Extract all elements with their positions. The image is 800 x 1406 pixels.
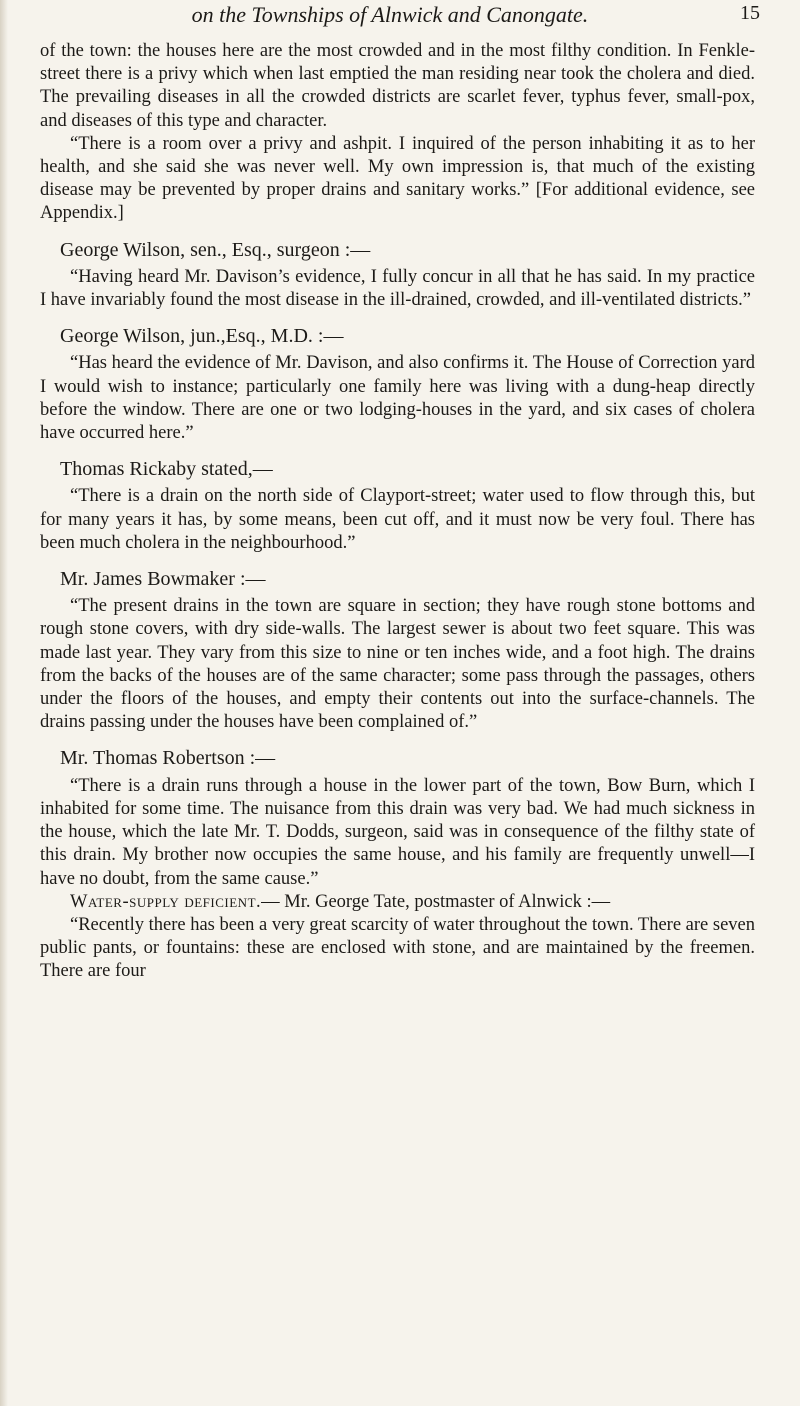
page-number: 15 xyxy=(740,2,760,24)
section-heading: Water-supply deficient. xyxy=(70,891,262,912)
page-header xyxy=(80,0,760,30)
witness-heading: Mr. Thomas Robertson :— xyxy=(60,747,276,770)
witness-heading: George Wilson, sen., Esq., surgeon :— xyxy=(60,238,371,261)
witness-heading: Mr. James Bowmaker :— xyxy=(60,568,266,591)
quote-paragraph: “Has heard the evidence of Mr. Davison, and also confirms it. The House of Correction yard I would wish to instance; particularly one family here was living with a dung-heap directly before the window. There are one or two lodging-houses in the yard, and six cases of cholera have occurred here.” xyxy=(40,353,755,444)
section-paragraph xyxy=(40,891,755,914)
quote-paragraph: “The present drains in the town are square in section; they have rough stone bottoms and rough stone covers, with dry side-walls. The largest sewer is about two feet square. This was made last year. They vary from this size to nine or ten inches wide, and a foot high. The drains from the backs of the houses are of the same character; some pass through the passages, others under the floors of the houses, and empty their contents out into the surface-channels. The drains passing under the houses have been complained of.” xyxy=(40,596,755,733)
section-lead: — Mr. George Tate, postmaster of Alnwick :— xyxy=(261,891,611,912)
binding-shadow xyxy=(0,0,8,1406)
quote-paragraph: “Recently there has been a very great scarcity of water throughout the town. There are seven public pants, or fountains: these are enclosed with stone, and are maintained by the freemen. There are four xyxy=(40,914,755,982)
quote-paragraph: “There is a drain on the north side of Clayport-street; water used to flow through this, but for many years it has, by some means, been cut off, and it must now be very foul. There has been much cholera in the neighbourhood.” xyxy=(40,486,755,553)
quote-paragraph: “There is a drain runs through a house in the lower part of the town, Bow Burn, which I inhabited for some time. The nuisance from this drain was very bad. We had much sickness in the house, which the late Mr. T. Dodds, surgeon, said was in consequence of the filthy state of this drain. My brother now occupies the same house, and his family are frequently unwell—I have no doubt, from the same cause.” xyxy=(40,775,755,889)
witness-heading: Thomas Rickaby stated,— xyxy=(60,458,273,481)
quote-paragraph: “There is a room over a privy and ashpit. I inquired of the person inhabiting it as to her health, and she said she was never well. My own impression is, that much of the existing disease may be prevented by proper drains and sanitary works.” [For additional evidence, see Appendix.] xyxy=(40,133,755,224)
witness-heading: George Wilson, jun.,Esq., M.D. :— xyxy=(60,325,344,348)
running-title: on the Townships of Alnwick and Canongate. xyxy=(191,2,589,27)
quote-paragraph: “Having heard Mr. Davison’s evidence, I fully concur in all that he has said. In my practice I have invariably found the most disease in the ill-drained, crowded, and ill-ventilated districts.” xyxy=(40,266,755,311)
page-body xyxy=(40,40,755,984)
paragraph-continuation: of the town: the houses here are the most crowded and in the most filthy condition. In Fenkle-street there is a privy which when last emptied the man residing near took the cholera and died. The prevailing diseases in all the crowded districts are scarlet fever, typhus fever, small-pox, and diseases of this type and character. xyxy=(40,41,755,131)
